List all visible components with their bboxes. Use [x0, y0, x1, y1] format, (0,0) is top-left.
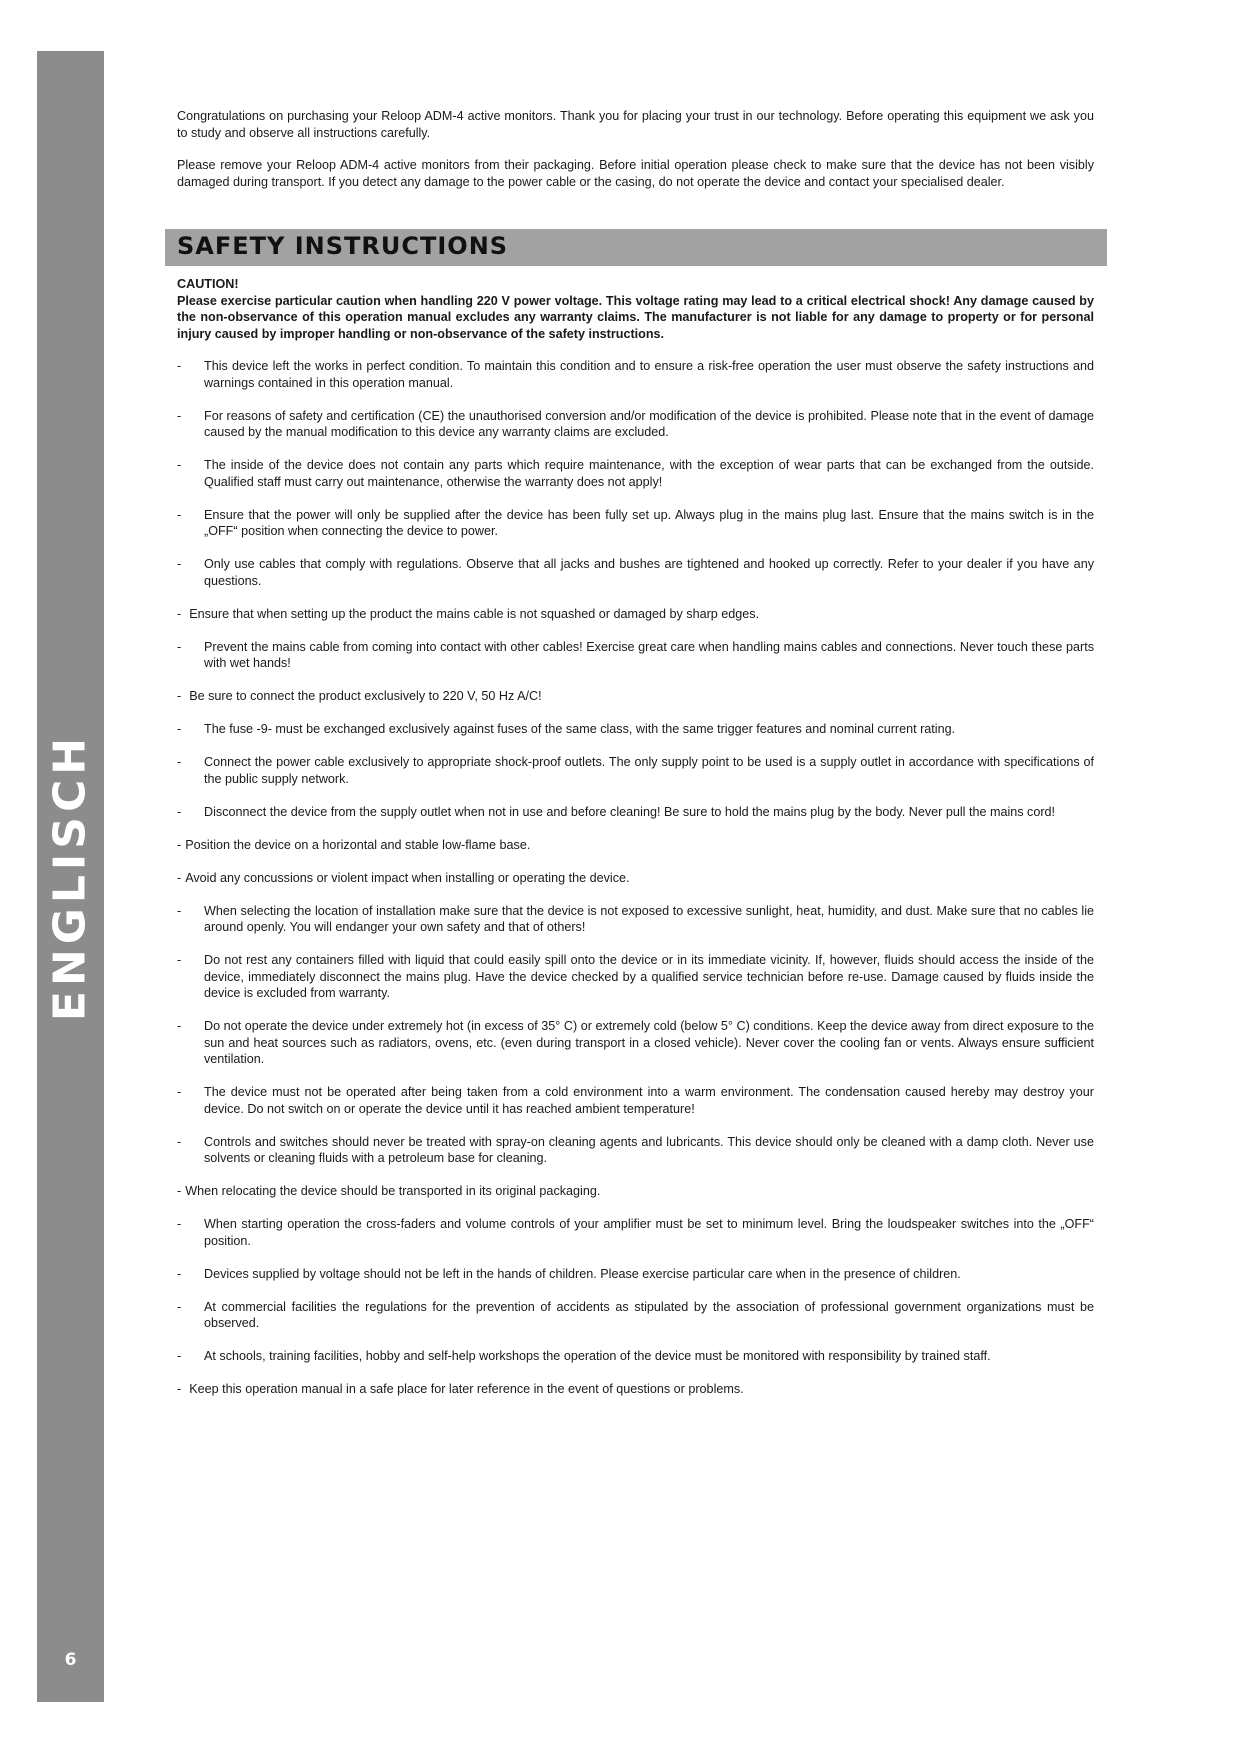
section-header-bar	[165, 229, 1107, 266]
bullet-dash: -	[177, 458, 182, 472]
list-item-text: When selecting the location of installation make sure that the device is not exposed to excessive sunlight, heat, humidity, and dust. Make sure that no cables lie around openly. You will endanger your own safety and that of others!	[204, 903, 1094, 934]
list-item	[177, 837, 1094, 854]
list-item-text: Do not rest any containers filled with liquid that could easily spill onto the device or in its immediate vicinity. If, however, fluids should access the inside of the device, immediately disconnect the mains plug. Have the device checked by a qualified service technician before re-use. Damage caused by fluids inside the device is excluded from warranty.	[204, 953, 1094, 1000]
bullet-dash: -	[177, 1085, 182, 1099]
caution-heading: CAUTION!	[177, 277, 239, 291]
list-item	[177, 870, 1094, 887]
list-item	[177, 606, 1094, 623]
intro-section	[177, 108, 1094, 206]
list-item	[177, 1018, 1094, 1068]
list-item-text: Do not operate the device under extremely hot (in excess of 35° C) or extremely cold (below 5° C) conditions. Keep the device away from direct exposure to the sun and heat sources such as radiators, ovens, etc. (even during transport in a closed vehicle). Never cover the cooling fan or vents. Always ensure sufficient ventilation.	[204, 1019, 1094, 1066]
list-item-text: When starting operation the cross-faders and volume controls of your amplifier must be set to minimum level. Bring the loudspeaker switches into the „OFF“ position.	[204, 1217, 1094, 1248]
bullet-dash: -	[177, 804, 182, 819]
list-item	[177, 721, 1094, 738]
list-item	[177, 754, 1094, 787]
list-item-text: Controls and switches should never be treated with spray-on cleaning agents and lubricants. This device should only be cleaned with a damp cloth. Never use solvents or cleaning fluids with a petroleum base for cleaning.	[204, 1134, 1094, 1165]
list-item-text: Prevent the mains cable from coming into contact with other cables! Exercise great care when handling mains cables and connections. Never touch these parts with wet hands!	[204, 639, 1094, 670]
list-item	[177, 952, 1094, 1002]
bullet-dash: -	[177, 408, 182, 423]
bullet-dash: -	[177, 1134, 182, 1149]
list-item-text: Avoid any concussions or violent impact when installing or operating the device.	[185, 870, 630, 885]
caution-text: Please exercise particular caution when handling 220 V power voltage. This voltage rating may lead to a critical electrical shock! Any damage caused by the non-observance of this operation manual excludes any warranty claims. The manufacturer is not liable for any damage to property or for personal injury caused by improper handling or non-observance of the safety instructions.	[177, 293, 1094, 341]
list-item	[177, 457, 1094, 490]
safety-instructions-list	[177, 358, 1094, 1414]
list-item-text: Ensure that when setting up the product the mains cable is not squashed or damaged by sharp edges.	[189, 606, 760, 621]
list-item-text: The inside of the device does not contain any parts which require maintenance, with the exception of wear parts that can be exchanged from the outside. Qualified staff must carry out maintenance, otherwise the warranty does not apply!	[204, 458, 1094, 489]
bullet-dash: -	[177, 1382, 182, 1396]
bullet-dash: -	[177, 689, 182, 703]
list-item	[177, 1381, 1094, 1398]
list-item	[177, 1134, 1094, 1167]
list-item-text: Only use cables that comply with regulations. Observe that all jacks and bushes are tightened and hooked up correctly. Refer to your dealer if you have any questions.	[204, 557, 1094, 588]
list-item	[177, 507, 1094, 540]
bullet-dash: -	[177, 507, 182, 522]
list-item	[177, 1266, 1094, 1283]
list-item	[177, 688, 1094, 705]
list-item	[177, 1348, 1094, 1365]
list-item	[177, 556, 1094, 589]
list-item-text: Disconnect the device from the supply outlet when not in use and before cleaning! Be sure to hold the mains plug by the body. Never pull the mains cord!	[204, 804, 1056, 819]
list-item	[177, 1216, 1094, 1249]
list-item-text: Ensure that the power will only be supplied after the device has been fully set up. Always plug in the mains plug last. Ensure that the mains switch is in the „OFF“ position when connecting the device to power.	[204, 507, 1094, 538]
list-item-text: For reasons of safety and certification (CE) the unauthorised conversion and/or modification of the device is prohibited. Please note that in the event of damage caused by the manual modification to this device any warranty claims are excluded.	[204, 408, 1094, 439]
list-item-text: The device must not be operated after being taken from a cold environment into a warm environment. The condensation caused hereby may destroy your device. Do not switch on or operate the device until it has reached ambient temperature!	[204, 1085, 1094, 1116]
list-item-text: Be sure to connect the product exclusively to 220 V, 50 Hz A/C!	[189, 689, 542, 703]
list-item	[177, 804, 1094, 821]
bullet-dash: -	[177, 870, 182, 885]
list-item	[177, 1084, 1094, 1117]
bullet-dash: -	[177, 639, 182, 654]
bullet-dash: -	[177, 755, 182, 769]
list-item-text: Position the device on a horizontal and stable low-flame base.	[185, 837, 531, 852]
caution-block	[177, 276, 1094, 342]
bullet-dash: -	[177, 953, 182, 967]
list-item-text: Connect the power cable exclusively to appropriate shock-proof outlets. The only supply point to be used is a supply outlet in accordance with specifications of the public supply network.	[204, 755, 1094, 786]
list-item-text: When relocating the device should be transported in its original packaging.	[185, 1184, 601, 1198]
bullet-dash: -	[177, 557, 182, 571]
list-item	[177, 358, 1094, 391]
language-label: ENGLISCH	[44, 732, 96, 1022]
list-item-text: At commercial facilities the regulations for the prevention of accidents as stipulated by the association of professional government organizations must be observed.	[204, 1299, 1094, 1330]
page-number: 6	[64, 1650, 77, 1670]
list-item	[177, 1299, 1094, 1332]
intro-paragraph: Please remove your Reloop ADM-4 active monitors from their packaging. Before initial operation please check to make sure that the device has not been visibly damaged during transport. If you detect any damage to the power cable or the casing, do not operate the device and contact your specialised dealer.	[177, 158, 1094, 189]
bullet-dash: -	[177, 722, 182, 736]
bullet-dash: -	[177, 1349, 182, 1363]
list-item-text: This device left the works in perfect condition. To maintain this condition and to ensure a risk-free operation the user must observe the safety instructions and warnings contained in this operation manual.	[204, 359, 1094, 390]
bullet-dash: -	[177, 1184, 182, 1198]
intro-paragraph: Congratulations on purchasing your Reloop ADM-4 active monitors. Thank you for placing your trust in our technology. Before operating this equipment we ask you to study and observe all instructions carefully.	[177, 109, 1094, 140]
bullet-dash: -	[177, 359, 182, 373]
bullet-dash: -	[177, 903, 182, 918]
list-item	[177, 903, 1094, 936]
bullet-dash: -	[177, 1019, 182, 1033]
list-item-text: The fuse -9- must be exchanged exclusively against fuses of the same class, with the same trigger features and nominal current rating.	[204, 722, 956, 736]
list-item-text: Keep this operation manual in a safe place for later reference in the event of questions or problems.	[189, 1382, 744, 1396]
list-item	[177, 1183, 1094, 1200]
bullet-dash: -	[177, 1266, 182, 1281]
list-item	[177, 408, 1094, 441]
section-title: SAFETY INSTRUCTIONS	[177, 232, 509, 260]
bullet-dash: -	[177, 606, 182, 621]
bullet-dash: -	[177, 1217, 182, 1231]
list-item-text: At schools, training facilities, hobby and self-help workshops the operation of the device must be monitored with responsibility by trained staff.	[204, 1349, 991, 1363]
bullet-dash: -	[177, 1299, 182, 1314]
list-item-text: Devices supplied by voltage should not be left in the hands of children. Please exercise particular care when in the presence of children.	[204, 1266, 961, 1281]
list-item	[177, 639, 1094, 672]
bullet-dash: -	[177, 837, 182, 852]
